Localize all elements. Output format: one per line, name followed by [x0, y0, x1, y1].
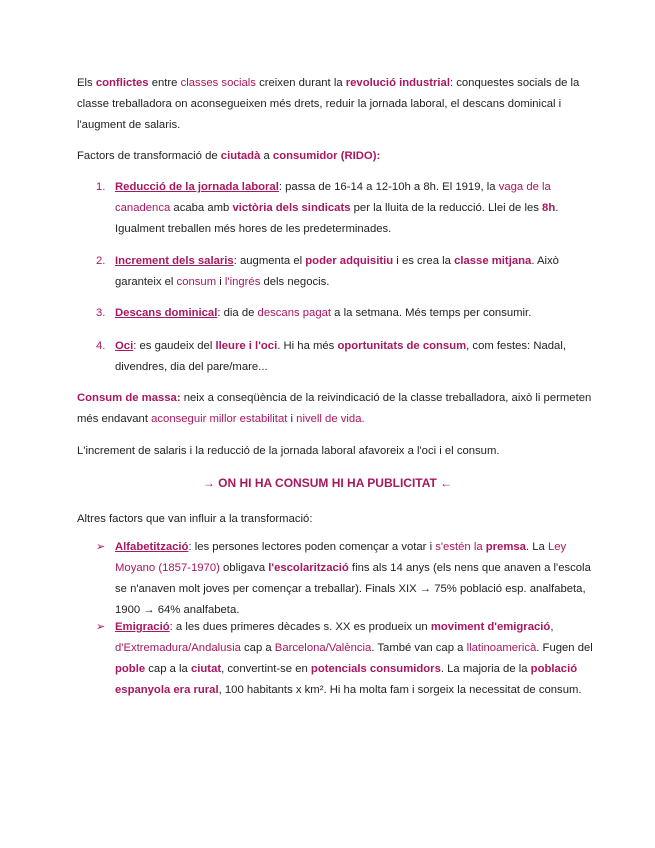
list-number: 2.: [96, 255, 106, 267]
massa-text: i: [287, 413, 297, 425]
list-item-descans: [96, 303, 596, 324]
keyword: moviment d'emigració: [430, 621, 551, 633]
keyword: potencials consumidors: [310, 663, 441, 675]
keyword: Barcelona/València: [274, 642, 372, 654]
item-text: cap a: [240, 642, 275, 654]
item-text: i es crea la: [393, 255, 455, 267]
list-number: 1.: [96, 181, 106, 193]
factors-text: Factors de transformació de: [77, 150, 221, 162]
item-title: Reducció de la jornada laboral: [115, 181, 279, 193]
keyword: lleure i l'oci: [215, 340, 278, 352]
bullet-item-alfabetitzacio: [96, 537, 596, 621]
item-text: . La majoria de la: [440, 663, 531, 675]
item-title: Descans dominical: [115, 307, 218, 319]
keyword: Ley Moyano (1857-1970): [115, 541, 567, 574]
item-text: i: [216, 276, 225, 288]
keyword-conflictes: conflictes: [95, 77, 149, 89]
item-text: ,: [550, 621, 554, 633]
item-text: : dia de: [217, 307, 258, 319]
keyword: classe mitjana: [454, 255, 532, 267]
keyword-consum-massa: Consum de massa:: [77, 392, 181, 404]
keyword: població espanyola era rural: [115, 663, 578, 696]
massa-text: neix a conseqüència de la reivindicació de la classe treballadora, això li permeten més endavant: [77, 392, 592, 425]
list-item-increment: [96, 251, 596, 293]
keyword: aconseguir millor estabilitat: [151, 413, 288, 425]
slogan-heading: → ON HI HA CONSUM HI HA PUBLICITAT ←: [202, 476, 453, 490]
keyword: d'Extremadura/Andalusia: [115, 642, 241, 654]
item-text: . Això garanteix el: [115, 255, 559, 288]
item-text: . Fugen del: [536, 642, 593, 654]
item-text: cap a la: [145, 663, 191, 675]
list-number: 4.: [96, 340, 106, 352]
keyword: nivell de vida.: [296, 413, 365, 425]
item-text: : a les dues primeres dècades s. XX es produeix un: [169, 621, 431, 633]
keyword: 8h: [542, 202, 556, 214]
item-text: obligava: [219, 562, 269, 574]
item-text: fins als 14 anys (els nens que anaven a l'escola se n'anaven molt joves per començar a treballar). Finals XIX → 75% població esp. analfabeta, 1900 → 64% analfabeta.: [115, 562, 591, 616]
item-text: dels negocis.: [260, 276, 330, 288]
item-text: per la lluita de la reducció. Llei de les: [350, 202, 543, 214]
item-text: , convertint-se en: [221, 663, 311, 675]
item-text: : augmenta el: [233, 255, 306, 267]
intro-text: Els: [77, 77, 96, 89]
item-text: , 100 habitants x km². Hi ha molta fam i sorgeix la necessitat de consum.: [218, 684, 582, 696]
arrow-bullet-icon: ➢: [96, 541, 106, 553]
keyword: ciutat: [190, 663, 222, 675]
keyword-revolucio-industrial: revolució industrial: [345, 77, 450, 89]
keyword: l'ingrés: [224, 276, 261, 288]
bullet-item-emigracio: [96, 617, 596, 701]
keyword: descans pagat: [257, 307, 332, 319]
item-title: Alfabetització: [115, 541, 189, 553]
item-title: Oci: [115, 340, 134, 352]
item-title: Emigració: [115, 621, 170, 633]
item-text: : passa de 16-14 a 12-10h a 8h. El 1919, la: [278, 181, 499, 193]
item-text: . Hi ha més: [277, 340, 338, 352]
list-item-reduccio: [96, 177, 596, 240]
intro-text: : conquestes socials de la classe treballadora on aconsegueixen més drets, reduir la jornada laboral, el descans dominical i l'augment de salaris.: [77, 77, 580, 131]
keyword: premsa: [485, 541, 526, 553]
intro-text: entre: [148, 77, 181, 89]
list-item-oci: [96, 336, 596, 378]
factors-heading: [77, 146, 597, 167]
intro-text: creixen durant la: [255, 77, 346, 89]
item-text: : es gaudeix del: [133, 340, 216, 352]
keyword: victòria dels sindicats: [232, 202, 351, 214]
keyword: poder adquisitiu: [305, 255, 394, 267]
intro-paragraph: [77, 73, 597, 136]
item-text: acaba amb: [170, 202, 233, 214]
item-text: . La: [525, 541, 548, 553]
item-text: : les persones lectores poden començar a votar i: [188, 541, 436, 553]
keyword: consum: [176, 276, 217, 288]
increment-paragraph: L'increment de salaris i la reducció de la jornada laboral afavoreix a l'oci i el consum.: [77, 445, 500, 457]
keyword-classes-socials: classes socials: [180, 77, 256, 89]
item-text: . També van cap a: [371, 642, 467, 654]
keyword: poble: [115, 663, 146, 675]
keyword-consumidor: consumidor (RIDO):: [272, 150, 381, 162]
arrow-bullet-icon: ➢: [96, 621, 106, 633]
altres-factors-heading: Altres factors que van influir a la transformació:: [77, 513, 313, 525]
keyword: oportunitats de consum: [337, 340, 467, 352]
list-number: 3.: [96, 307, 106, 319]
item-text: , com festes: Nadal, divendres, dia del pare/mare...: [115, 340, 566, 373]
keyword: s'estén la: [435, 541, 483, 553]
item-text: a la setmana. Més temps per consumir.: [331, 307, 532, 319]
keyword-ciutada: ciutadà: [220, 150, 261, 162]
keyword: l'escolarització: [268, 562, 349, 574]
keyword: llatinoamericà: [466, 642, 537, 654]
item-text: . Igualment treballen més hores de les predeterminades.: [115, 202, 559, 235]
item-title: Increment dels salaris: [115, 255, 234, 267]
consum-massa-paragraph: [77, 388, 597, 430]
factors-text: a: [260, 150, 273, 162]
keyword: vaga de la canadenca: [115, 181, 551, 214]
